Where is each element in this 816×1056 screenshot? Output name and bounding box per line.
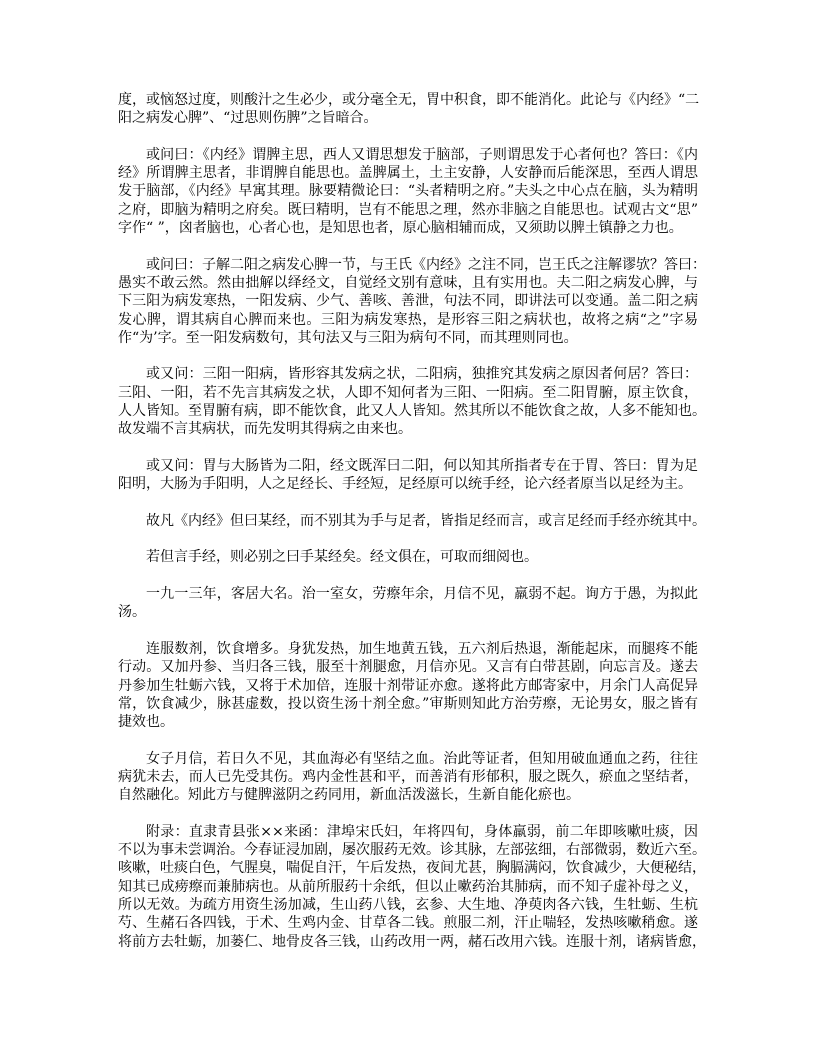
text-line: 附录：直隶青县张××来函：津埠宋氏妇，年将四旬，身体羸弱，前二年即咳嗽吐痰，因 (146, 823, 698, 840)
text-line: 所以无效。为疏方用资生汤加减，生山药八钱，玄参、大生地、净萸肉各六钱，生牡蛎、生杭 (118, 897, 698, 914)
paragraph (118, 585, 698, 622)
text-line: 发于脑部，《内经》早寓其理。脉要精微论曰：“头者精明之府。”夫头之中心点在脑，头为精明 (118, 183, 698, 200)
text-line: 作“为’字。至一阳发病数句，其句法又与三阳为病句不同，而其理则同也。 (118, 329, 578, 346)
text-line: 捷效也。 (118, 714, 174, 731)
text-line: 知其已成痨瘵而兼肺病也。从前所服药十余纸，但以止嗽药治其肺病，而不知子虚补母之义， (118, 878, 698, 895)
text-line: 不以为事未尝调治。今春证浸加剧，屡次服药无效。诊其脉，左部弦细，右部微弱，数近六至。 (118, 842, 706, 859)
text-line: 芍、生赭石各四钱，于术、生鸡内金、甘草各二钱。煎服二剂，汗止喘轻，发热咳嗽稍愈。遂 (118, 915, 698, 932)
text-line: 下三阳为病发寒热，一阳发病、少气、善咳、善泄，句法不同，即讲法可以变通。盖二阳之病 (118, 293, 698, 310)
text-line: 连服数剂，饮食增多。身犹发热，加生地黄五钱，五六剂后热退，渐能起床，而腿疼不能 (146, 640, 698, 657)
text-line: 自然融化。矧此方与健脾滋阴之药同用，新血活泼滋长，生新自能化瘀也。 (118, 787, 580, 804)
text-line: 愚实不敢云然。然由拙解以绎经文，自觉经文别有意味，且有实用也。夫二阳之病发心脾，与 (118, 274, 698, 291)
text-line: 或又问：胃与大肠皆为二阳，经文既浑曰二阳，何以知其所指者专在于胃、答曰：胃为足 (146, 457, 698, 474)
paragraph (118, 512, 706, 530)
text-line: 故发端不言其病状，而先发明其得病之由来也。 (118, 421, 412, 438)
text-line: 经》所谓脾主思者，非谓脾自能思也。盖脾属土，土主安静，人安静而后能深思，至西人谓思 (118, 165, 698, 182)
paragraph (118, 256, 706, 347)
text-line: 发心脾，谓其病自心脾而来也。三阳为病发寒热，是形容三阳之病状也，故将之病“之”字易 (118, 311, 698, 328)
document-body (118, 91, 706, 969)
text-line: 阳之病发心脾”、“过思则伤脾”之旨暗合。 (118, 110, 378, 127)
text-line: 度，或恼怒过度，则酸汁之生必少，或分毫全无，胃中积食，即不能消化。此论与《内经》“二 (118, 92, 700, 108)
text-line: 或问曰：《内经》谓脾主思，西人又谓思想发于脑部，子则谓思发于心者何也？答曰：《内 (146, 146, 698, 163)
text-line: 阳明，大肠为手阳明，人之足经长、手经短，足经原可以统手经，论六经者原当以足经为主。 (118, 476, 692, 493)
paragraph (118, 457, 698, 494)
text-line: 女子月信，若日久不见，其血海必有坚结之血。治此等证者，但知用破血通血之药，往往 (146, 750, 698, 767)
text-line: 若但言手经，则必别之曰手某经矣。经文俱在，可取而细阅也。 (146, 549, 538, 566)
text-line: 或又问：三阳一阳病，皆形容其发病之状，二阳病，独推究其发病之原因者何居？答曰： (146, 366, 698, 383)
text-line: 将前方去牡蛎，加蒌仁、地骨皮各三钱，山药改用一两，赭石改用六钱。连服十剂，诸病皆愈， (118, 933, 706, 950)
text-line: 或问曰：子解二阳之病发心脾一节，与王氏《内经》之注不同，岂王氏之注解谬欤？答曰： (146, 256, 706, 273)
text-line: 行动。又加丹参、当归各三钱，服至十剂腿愈，月信亦见。又言有白带甚剧，向忘言及。遂去 (118, 659, 698, 676)
paragraph (118, 146, 698, 237)
paragraph (118, 548, 698, 566)
text-line: 丹参加生牡蛎六钱，又将于术加倍，连服十剂带证亦愈。遂将此方邮寄家中，月余门人高促异 (118, 677, 698, 694)
paragraph (118, 750, 698, 805)
paragraph (118, 640, 698, 731)
text-line: 汤。 (118, 604, 146, 621)
text-line: 之府，即脑为精明之府矣。既曰精明，岂有不能思之理，然亦非脑之自能思也。试观古文“思” (118, 201, 698, 218)
text-line: 咳嗽，吐痰白色，气腥臭，喘促自汗，午后发热，夜间尤甚，胸膈满闷，饮食减少，大便秘结， (118, 860, 706, 877)
text-line: 病犹未去，而人已先受其伤。鸡内金性甚和平，而善消有形郁积，服之既久，瘀血之坚结者， (118, 768, 698, 785)
text-line: 故凡《内经》但曰某经，而不别其为手与足者，皆指足经而言，或言足经而手经亦统其中。 (146, 512, 706, 529)
text-line: 三阳、一阳，若不先言其病发之状，人即不知何者为三阳、一阳病。至二阳胃腑，原主饮食， (118, 384, 698, 401)
paragraph (118, 823, 706, 951)
text-line: 一九一三年，客居大名。治一室女，劳瘵年余，月信不见，羸弱不起。询方于愚，为拟此 (146, 586, 698, 603)
paragraph (118, 91, 698, 128)
text-line: 常，饮食减少，脉甚虚数，投以资生汤十剂全愈。”审斯则知此方治劳瘵，无论男女，服之皆有 (118, 695, 698, 712)
text-line: 字作“ ”，囟者脑也，心者心也，是知思也者，原心脑相辅而成，又须助以脾土镇静之力也。 (118, 220, 683, 237)
paragraph (118, 365, 706, 438)
text-line: 人人皆知。至胃腑有病，即不能饮食，此又人人皆知。然其所以不能饮食之故，人多不能知也。 (118, 403, 706, 420)
